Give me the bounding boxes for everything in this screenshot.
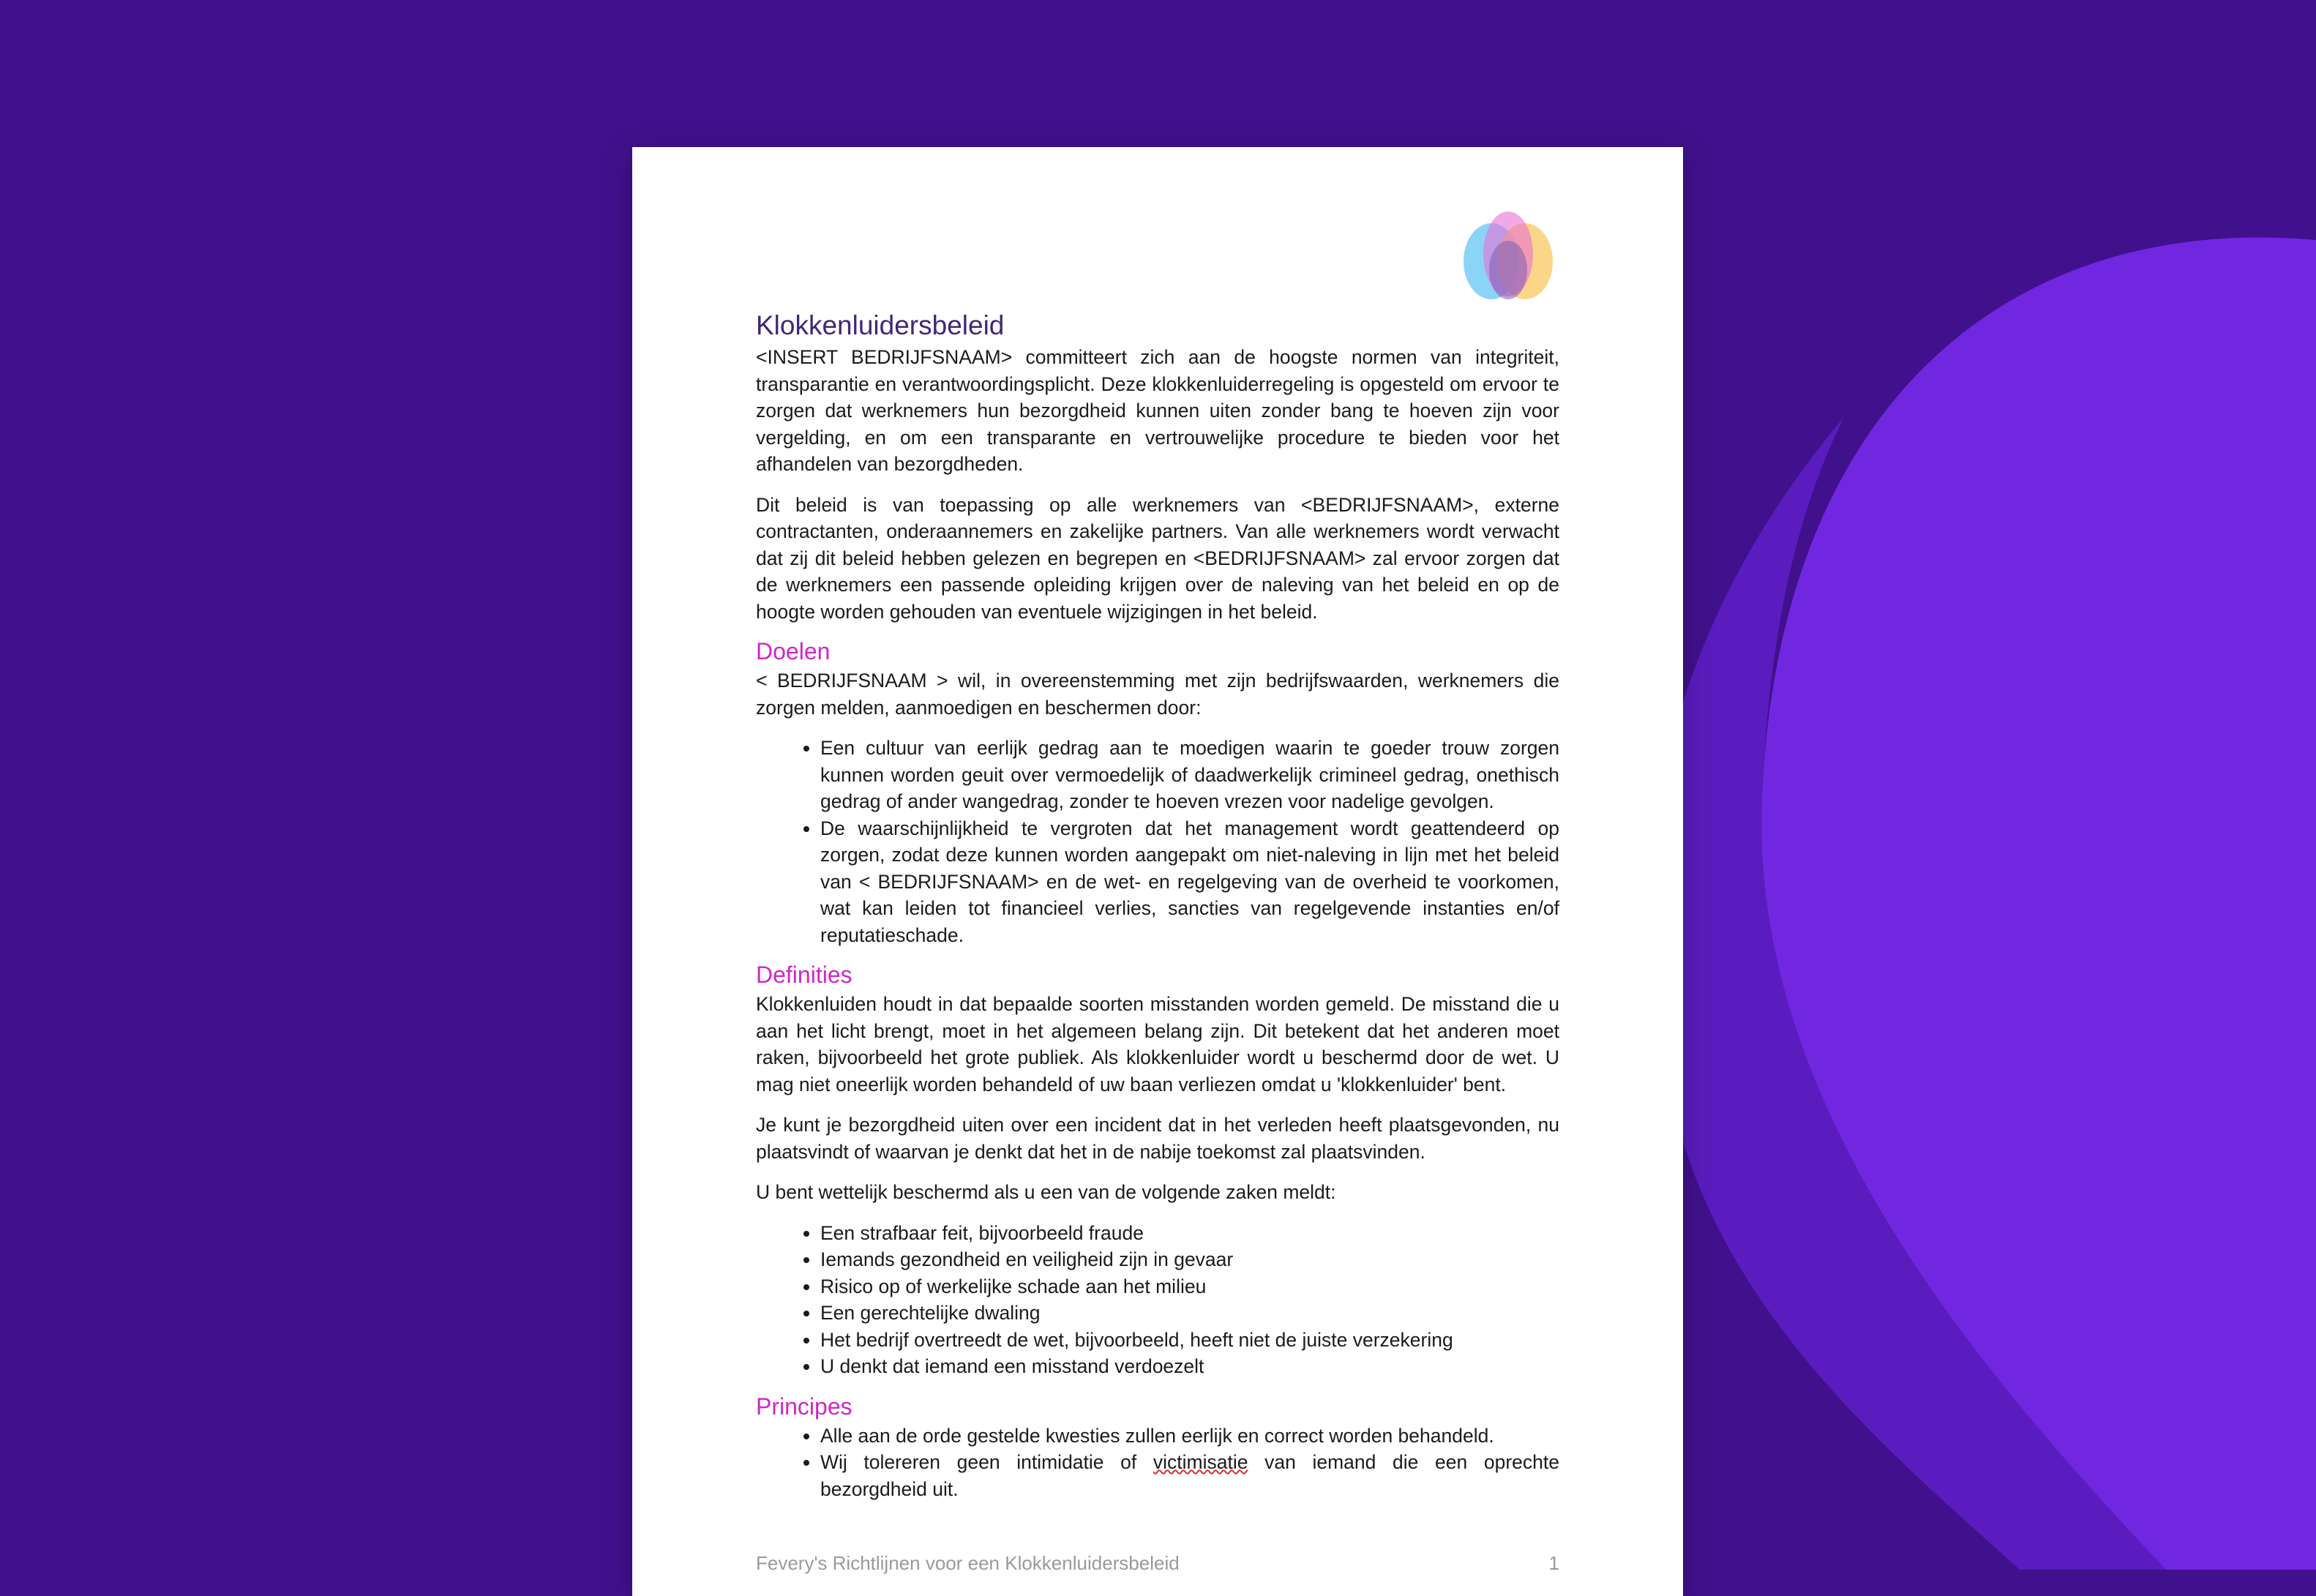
list-item: • De waarschijnlijkheid te vergroten dat het management wordt geattendeerd op zorgen, zodat deze kunnen worden aangepakt om niet-naleving in lijn met het beleid van < BEDRIJFSNAAM> en de wet- en regelgeving van de overheid te voorkomen, wat kan leiden tot financieel verlies, sancties van regelgevende instanties en/of reputatieschade.	[820, 815, 1559, 949]
list-item-text: van iemand die een oprechte bezorgdheid uit.	[820, 1451, 1559, 1500]
list-item	[820, 1449, 1559, 1502]
spelling-error-word[interactable]: victimisatie	[1153, 1451, 1248, 1473]
doelen-paragraph: < BEDRIJFSNAAM > wil, in overeenstemming met zijn bedrijfswaarden, werknemers die zorgen melden, aanmoedigen en beschermen door:	[756, 670, 1559, 719]
definities-paragraph-1: Klokkenluiden houdt in dat bepaalde soorten misstanden worden gemeld. De misstand die u aan het licht brengt, moet in het algemeen belang zijn. Dit betekent dat het anderen moet raken, bijvoorbeeld het grote publiek. Als klokkenluider wordt u beschermd door de wet. U mag niet oneerlijk worden behandeld of uw baan verliezen omdat u 'klokkenluider' bent.	[756, 993, 1559, 1095]
document-title: Klokkenluidersbeleid	[756, 310, 1005, 340]
document-page	[632, 147, 1683, 1596]
list-item: • Risico op of werkelijke schade aan het milieu	[820, 1273, 1559, 1300]
list-item: • Het bedrijf overtreedt de wet, bijvoorbeeld, heeft niet de juiste verzekering	[820, 1327, 1559, 1354]
section-heading-principes: Principes	[756, 1393, 852, 1420]
definities-list	[756, 1220, 1559, 1380]
list-item: • U denkt dat iemand een misstand verdoezelt	[820, 1353, 1559, 1380]
document-body	[756, 309, 1559, 1513]
list-item-text: Wij tolereren geen intimidatie of	[820, 1451, 1153, 1473]
company-logo-icon	[1456, 211, 1560, 302]
list-item: • Iemands gezondheid en veiligheid zijn in gevaar	[820, 1246, 1559, 1273]
definities-paragraph-3: U bent wettelijk beschermd als u een van de volgende zaken meldt:	[756, 1181, 1336, 1203]
list-item: • Een cultuur van eerlijk gedrag aan te moedigen waarin te goeder trouw zorgen kunnen worden geuit over vermoedelijk of daadwerkelijk crimineel gedrag, onethisch gedrag of ander wangedrag, zonder te hoeven vrezen voor nadelige gevolgen.	[820, 735, 1559, 815]
list-item: • Een gerechtelijke dwaling	[820, 1300, 1559, 1327]
list-item: • Een strafbaar feit, bijvoorbeeld fraude	[820, 1220, 1559, 1247]
footer-title: Fevery's Richtlijnen voor een Klokkenluidersbeleid	[756, 1552, 1180, 1574]
doelen-list	[756, 735, 1559, 948]
intro-paragraph-1: <INSERT BEDRIJFSNAAM> committeert zich aan de hoogste normen van integriteit, transparantie en verantwoordingsplicht. Deze klokkenluiderregeling is opgesteld om ervoor te zorgen dat werknemers hun bezorgdheid kunnen uiten zonder bang te hoeven zijn voor vergelding, en om een transparante en vertrouwelijke procedure te bieden voor het afhandelen van bezorgdheden.	[756, 346, 1559, 475]
definities-paragraph-2: Je kunt je bezorgdheid uiten over een incident dat in het verleden heeft plaatsgevonden, nu plaatsvindt of waarvan je denkt dat het in de nabije toekomst zal plaatsvinden.	[756, 1114, 1559, 1163]
page-footer	[756, 1552, 1559, 1575]
section-heading-doelen: Doelen	[756, 638, 831, 664]
page-number: 1	[1548, 1552, 1559, 1574]
intro-paragraph-2: Dit beleid is van toepassing op alle werknemers van <BEDRIJFSNAAM>, externe contractanten, onderaannemers en zakelijke partners. Van alle werknemers wordt verwacht dat zij dit beleid hebben gelezen en begrepen en <BEDRIJFSNAAM> zal ervoor zorgen dat de werknemers een passende opleiding krijgen over de naleving van het beleid en op de hoogte worden gehouden van eventuele wijzigingen in het beleid.	[756, 493, 1559, 623]
list-item: • Alle aan de orde gestelde kwesties zullen eerlijk en correct worden behandeld.	[820, 1423, 1559, 1450]
section-heading-definities: Definities	[756, 962, 852, 988]
principes-list	[756, 1423, 1559, 1503]
